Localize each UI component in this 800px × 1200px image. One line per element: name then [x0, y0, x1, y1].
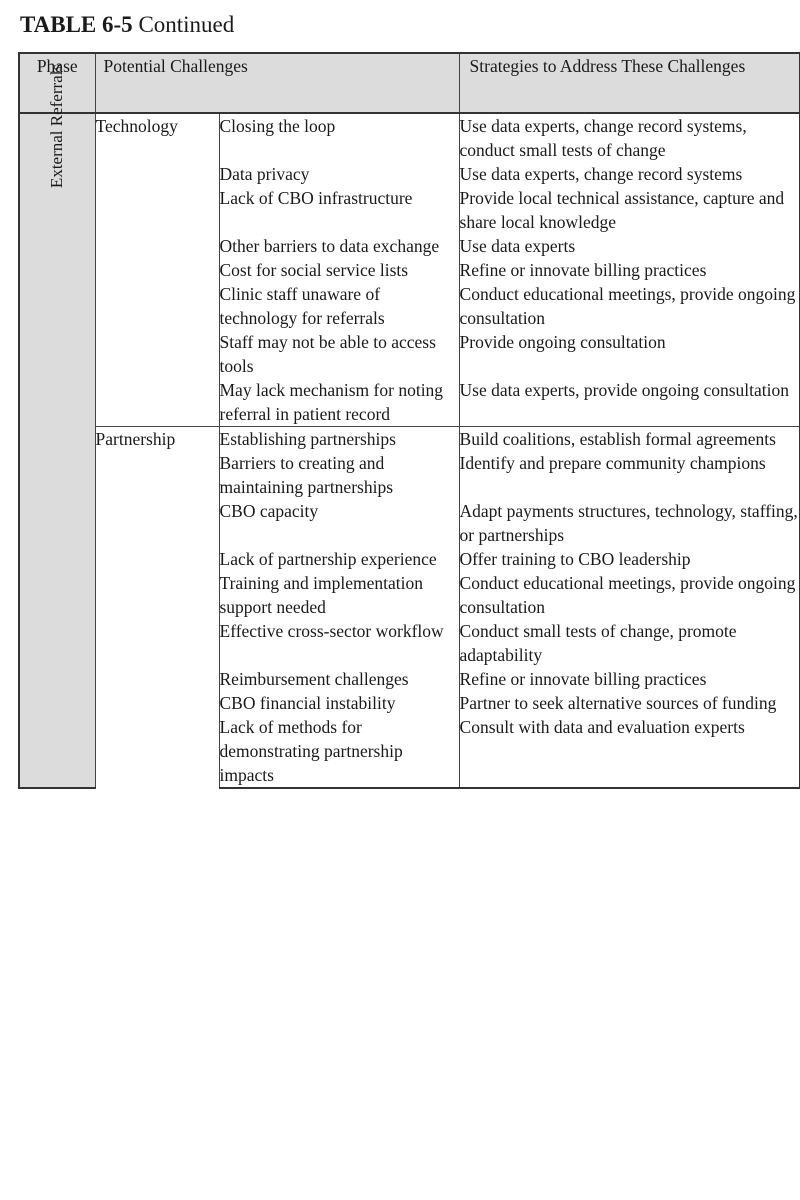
challenge-cell: Data privacy — [219, 164, 310, 184]
table-row — [19, 427, 800, 452]
strategy-cell: Conduct educational meetings, provide ongoing consultation — [459, 282, 800, 330]
challenge-cell: Effective cross-sector workflow — [219, 621, 444, 641]
table-caption-suffix: Continued — [138, 12, 235, 37]
strategy-cell: Conduct small tests of change, promote adaptability — [459, 619, 800, 667]
category-cell: Technology — [95, 113, 219, 427]
strategy-cell: Provide ongoing consultation — [459, 330, 800, 378]
challenge-cell: Training and implementation support needed — [219, 573, 423, 617]
challenge-cell: Cost for social service lists — [219, 260, 409, 280]
referrals-table — [18, 52, 800, 789]
strategy-cell: Consult with data and evaluation experts — [459, 715, 800, 788]
strategy-cell: Offer training to CBO leadership — [459, 547, 800, 571]
challenge-cell: Other barriers to data exchange — [219, 236, 440, 256]
strategy-cell: Provide local technical assistance, capture and share local knowledge — [459, 186, 800, 234]
strategy-cell: Use data experts, change record systems, conduct small tests of change — [459, 113, 800, 162]
strategy-cell: Use data experts, change record systems — [459, 162, 800, 186]
challenge-cell: Clinic staff unaware of technology for referrals — [219, 284, 385, 328]
header-phase: Phase — [19, 53, 95, 113]
challenge-cell: CBO financial instability — [219, 693, 396, 713]
strategy-cell: Refine or innovate billing practices — [459, 258, 800, 282]
strategy-cell: Use data experts — [459, 234, 800, 258]
strategy-cell: Use data experts, provide ongoing consultation — [459, 378, 800, 427]
challenge-cell: Staff may not be able to access tools — [219, 332, 436, 376]
table-row — [19, 113, 800, 162]
challenge-cell: Lack of partnership experience — [219, 549, 437, 569]
challenge-cell: Closing the loop — [219, 116, 336, 136]
strategy-cell: Adapt payments structures, technology, staffing, or partnerships — [459, 499, 800, 547]
phase-label: External Referrals — [47, 63, 67, 189]
table-header-row — [19, 53, 800, 113]
strategy-cell: Refine or innovate billing practices — [459, 667, 800, 691]
challenge-cell: Lack of methods for demonstrating partnership impacts — [219, 715, 459, 788]
challenge-cell: Lack of CBO infrastructure — [219, 188, 413, 208]
category-cell: Partnership — [95, 427, 219, 789]
strategy-cell: Identify and prepare community champions — [459, 451, 800, 499]
challenge-cell: May lack mechanism for noting referral in patient record — [219, 380, 444, 424]
table-number: TABLE 6-5 — [20, 12, 133, 37]
strategy-cell: Partner to seek alternative sources of funding — [459, 691, 800, 715]
strategy-cell: Build coalitions, establish formal agreements — [459, 427, 800, 452]
challenge-cell: Barriers to creating and maintaining partnerships — [219, 453, 394, 497]
challenge-cell: Establishing partnerships — [219, 427, 459, 452]
challenge-cell: CBO capacity — [219, 501, 319, 521]
header-strategies: Strategies to Address These Challenges — [459, 53, 800, 113]
strategy-cell: Conduct educational meetings, provide ongoing consultation — [459, 571, 800, 619]
challenge-cell: Reimbursement challenges — [219, 669, 409, 689]
header-challenges: Potential Challenges — [95, 53, 459, 113]
table-caption — [20, 10, 234, 40]
